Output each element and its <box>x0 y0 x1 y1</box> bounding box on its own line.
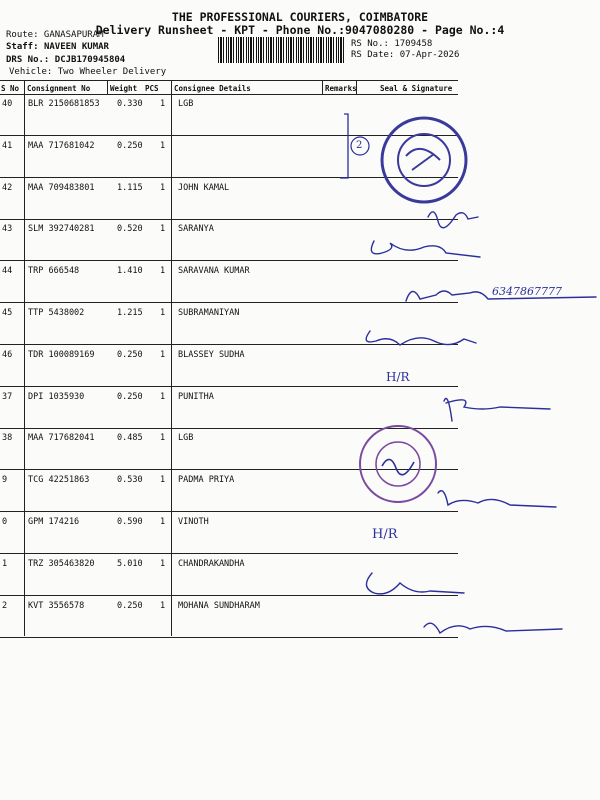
handwritten-phone: 6347867777 <box>492 285 562 298</box>
row-pcs: 1 <box>160 517 166 527</box>
row-consignee: BLASSEY SUDHA <box>178 350 245 360</box>
row-consignee: LGB <box>178 99 194 109</box>
col-header-consignment: Consignment No <box>27 84 91 93</box>
row-consignment-no: BLR 2150681853 <box>28 99 100 109</box>
row-sno: 43 <box>2 224 13 234</box>
row-consignee: LGB <box>178 433 194 443</box>
row-pcs: 1 <box>160 433 166 443</box>
row-consignee: CHANDRAKANDHA <box>178 559 245 569</box>
col-header-seal: Seal & Signature <box>380 84 453 93</box>
col-header-weight: Weight <box>110 84 138 93</box>
row-pcs: 1 <box>160 99 166 109</box>
row-pcs: 1 <box>160 224 166 234</box>
route-text: Route: GANASAPURAM <box>6 30 104 40</box>
col-header-pcs: PCS <box>145 84 159 93</box>
row-consignment-no: GPM 174216 <box>28 517 80 527</box>
row-sno: 2 <box>2 601 8 611</box>
handwritten-hr-2: H/R <box>372 527 398 542</box>
row-weight: 0.485 <box>117 433 143 443</box>
row-weight: 0.590 <box>117 517 143 527</box>
row-sno: 44 <box>2 266 13 276</box>
runsheet-subtitle: Delivery Runsheet - KPT - Phone No.:9047080280 - Page No.:4 <box>95 23 505 37</box>
row-weight: 0.520 <box>117 224 143 234</box>
signature-saranya <box>371 241 480 257</box>
signature-subramaniyan <box>366 331 476 345</box>
row-pcs: 1 <box>160 601 166 611</box>
row-consignee: JOHN KAMAL <box>178 183 230 193</box>
row-sno: 42 <box>2 183 13 193</box>
row-pcs: 1 <box>160 475 166 485</box>
row-weight: 0.250 <box>117 392 143 402</box>
vehicle-text: Vehicle: Two Wheeler Delivery <box>9 67 167 77</box>
row-sno: 1 <box>2 559 8 569</box>
row-weight: 0.530 <box>117 475 143 485</box>
staff-value: NAVEEN KUMAR <box>43 42 109 52</box>
row-consignment-no: TTP 5438002 <box>28 308 85 318</box>
row-sno: 41 <box>2 141 13 151</box>
row-consignee: SUBRAMANIYAN <box>178 308 240 318</box>
row-consignment-no: TCG 42251863 <box>28 475 90 485</box>
table-top-border <box>0 80 458 81</box>
staff-label: Staff: <box>6 42 39 52</box>
row-sno: 9 <box>2 475 8 485</box>
row-sno: 38 <box>2 433 13 443</box>
row-sno: 37 <box>2 392 13 402</box>
rs-date: RS Date: 07-Apr-2026 <box>351 50 460 60</box>
remarks-mark: 2 <box>356 140 363 151</box>
signature-chandrakandha <box>366 573 464 594</box>
signature-mohana <box>424 623 562 633</box>
row-consignment-no: MAA 717682041 <box>28 433 95 443</box>
col-header-sno: S No <box>1 84 20 93</box>
row-consignment-no: DPI 1035930 <box>28 392 85 402</box>
row-pcs: 1 <box>160 141 166 151</box>
row-consignment-no: MAA 717681042 <box>28 141 95 151</box>
col-header-consignee: Consignee Details <box>174 84 251 93</box>
row-weight: 0.250 <box>117 350 143 360</box>
remarks-bracket <box>330 112 380 182</box>
row-consignment-no: MAA 709483801 <box>28 183 95 193</box>
row-weight: 5.010 <box>117 559 143 569</box>
row-pcs: 1 <box>160 183 166 193</box>
row-consignee: SARANYA <box>178 224 214 234</box>
row-pcs: 1 <box>160 559 166 569</box>
row-weight: 1.215 <box>117 308 143 318</box>
row-pcs: 1 <box>160 350 166 360</box>
drs-line <box>6 55 125 65</box>
signatures-column <box>360 195 600 645</box>
row-pcs: 1 <box>160 392 166 402</box>
row-consignee: VINOTH <box>178 517 209 527</box>
col-divider <box>107 80 108 94</box>
row-consignment-no: SLM 392740281 <box>28 224 95 234</box>
drs-label: DRS No.: <box>6 55 50 65</box>
staff-line <box>6 42 109 52</box>
row-consignee: PADMA PRIYA <box>178 475 235 485</box>
company-title: THE PROFESSIONAL COURIERS, COIMBATORE <box>171 10 429 24</box>
row-weight: 1.115 <box>117 183 143 193</box>
row-pcs: 1 <box>160 266 166 276</box>
drs-value: DCJB170945804 <box>54 55 126 65</box>
row-consignee: MOHANA SUNDHARAM <box>178 601 260 611</box>
row-consignment-no: KVT 3556578 <box>28 601 85 611</box>
row-consignment-no: TDR 100089169 <box>28 350 95 360</box>
handwritten-hr-1: H/R <box>386 370 410 384</box>
row-consignment-no: TRZ 305463820 <box>28 559 95 569</box>
row-weight: 0.330 <box>117 99 143 109</box>
row-consignee: PUNITHA <box>178 392 214 402</box>
row-sno: 46 <box>2 350 13 360</box>
row-sno: 45 <box>2 308 13 318</box>
signature-punitha <box>444 399 550 422</box>
row-pcs: 1 <box>160 308 166 318</box>
row-weight: 0.250 <box>117 141 143 151</box>
col-divider <box>322 80 323 94</box>
col-header-remarks: Remarks <box>325 84 357 93</box>
row-weight: 1.410 <box>117 266 143 276</box>
row-weight: 0.250 <box>117 601 143 611</box>
rs-number: RS No.: 1709458 <box>351 39 433 49</box>
row-consignment-no: TRP 666548 <box>28 266 80 276</box>
row-consignee: SARAVANA KUMAR <box>178 266 250 276</box>
row-sno: 0 <box>2 517 8 527</box>
barcode-image <box>218 37 346 63</box>
row-sno: 40 <box>2 99 13 109</box>
header-bottom-border <box>0 94 458 95</box>
signature-padma-priya <box>438 491 556 507</box>
signature-john-kamal <box>428 212 478 228</box>
